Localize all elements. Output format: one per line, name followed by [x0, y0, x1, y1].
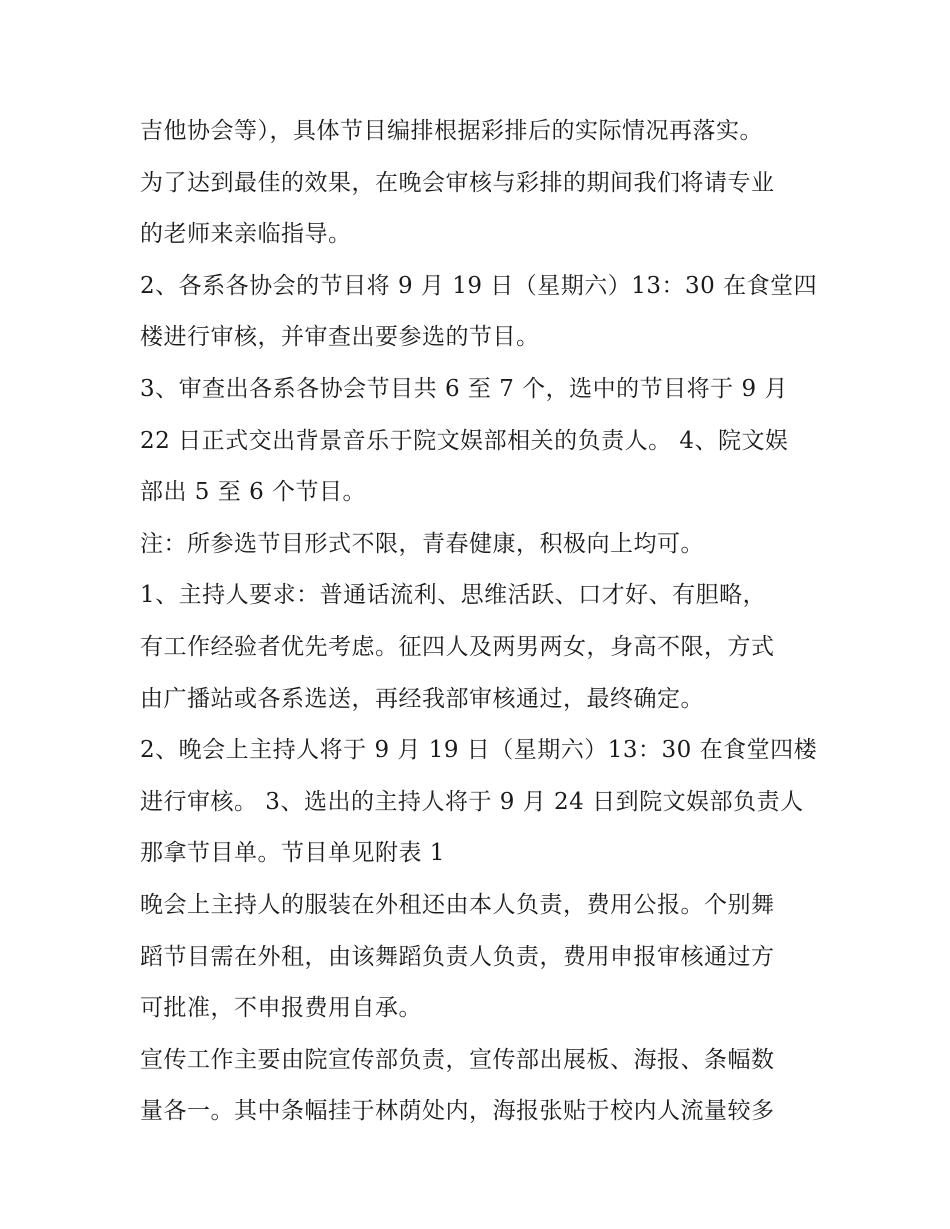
text-line: 蹈节目需在外租，由该舞蹈负责人负责，费用申报审核通过方 — [140, 943, 775, 970]
text-line: 2、各系各协会的节目将 9 月 19 日（星期六）13：30 在食堂四 — [140, 272, 818, 299]
text-line: 3、审查出各系各协会节目共 6 至 7 个，选中的节目将于 9 月 — [140, 375, 788, 402]
text-line: 有工作经验者优先考虑。征四人及两男两女，身高不限，方式 — [140, 633, 775, 660]
text-line: 量各一。其中条幅挂于林荫处内，海报张贴于校内人流量较多 — [140, 1098, 775, 1125]
text-line: 可批准，不申报费用自承。 — [140, 995, 422, 1022]
text-line: 部出 5 至 6 个节目。 — [140, 479, 367, 506]
text-line: 2、晚会上主持人将于 9 月 19 日（星期六）13：30 在食堂四楼 — [140, 737, 818, 764]
text-line: 楼进行审核，并审查出要参选的节目。 — [140, 324, 540, 351]
text-line: 那拿节目单。节目单见附表 1 — [140, 840, 445, 867]
text-line: 宣传工作主要由院宣传部负责，宣传部出展板、海报、条幅数 — [140, 1046, 775, 1073]
text-line: 由广播站或各系选送，再经我部审核通过，最终确定。 — [140, 685, 704, 712]
text-line: 吉他协会等），具体节目编排根据彩排后的实际情况再落实。 — [140, 118, 763, 144]
text-line: 1、主持人要求：普通话流利、思维活跃、口才好、有胆略， — [140, 582, 767, 609]
document-body — [140, 106, 820, 1138]
text-line: 注：所参选节目形式不限，青春健康，积极向上均可。 — [140, 530, 704, 557]
text-line: 进行审核。 3、选出的主持人将于 9 月 24 日到院文娱部负责人 — [140, 788, 804, 815]
text-line: 为了达到最佳的效果，在晚会审核与彩排的期间我们将请专业 — [140, 169, 775, 196]
text-line: 22 日正式交出背景音乐于院文娱部相关的负责人。 4、院文娱 — [140, 427, 789, 454]
text-line: 的老师来亲临指导。 — [140, 221, 352, 248]
text-line: 晚会上主持人的服装在外租还由本人负责，费用公报。个别舞 — [140, 891, 775, 918]
